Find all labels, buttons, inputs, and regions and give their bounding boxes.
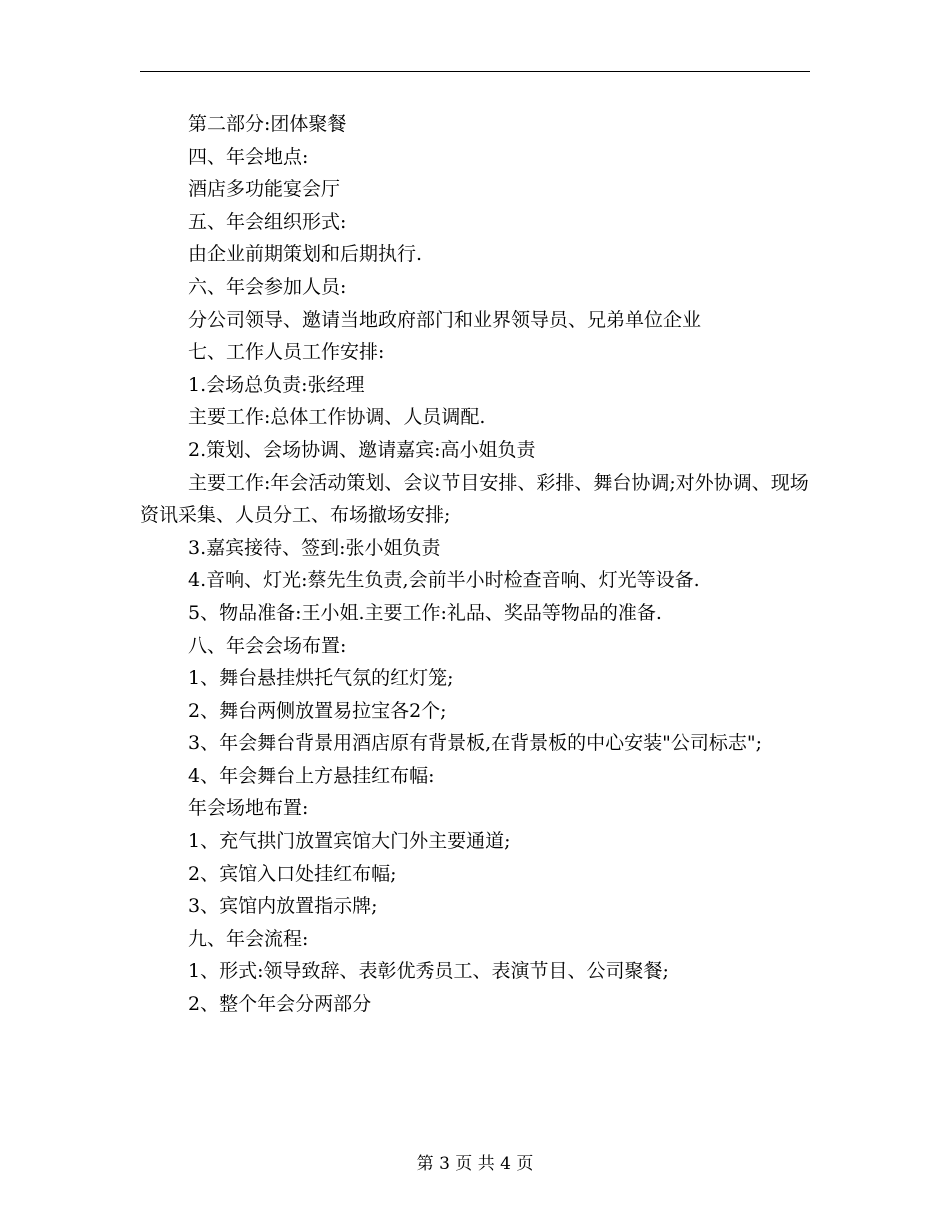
paragraph: 2.策划、会场协调、邀请嘉宾:高小姐负责 — [188, 438, 536, 461]
paragraph: 年会场地布置: — [188, 797, 309, 820]
paragraph: 1、形式:领导致辞、表彰优秀员工、表演节目、公司聚餐; — [188, 960, 669, 983]
document-body — [140, 108, 810, 1021]
paragraph: 2、宾馆入口处挂红布幅; — [188, 862, 397, 885]
paragraph: 主要工作:年会活动策划、会议节目安排、彩排、舞台协调;对外协调、现场资讯采集、人员分工、布场撤场安排; — [140, 471, 809, 527]
paragraph: 4.音响、灯光:蔡先生负责,会前半小时检查音响、灯光等设备. — [188, 569, 700, 592]
paragraph: 2、舞台两侧放置易拉宝各2个; — [188, 699, 447, 722]
paragraph: 四、年会地点: — [188, 145, 309, 168]
paragraph: 分公司领导、邀请当地政府部门和业界领导员、兄弟单位企业 — [188, 308, 702, 331]
paragraph: 5、物品准备:王小姐.主要工作:礼品、奖品等物品的准备. — [188, 601, 662, 624]
paragraph: 3、年会舞台背景用酒店原有背景板,在背景板的中心安装"公司标志"; — [188, 732, 763, 755]
paragraph: 六、年会参加人员: — [188, 275, 347, 298]
page-footer: 第 3 页 共 4 页 — [416, 1154, 534, 1174]
paragraph: 酒店多功能宴会厅 — [188, 178, 341, 201]
paragraph: 4、年会舞台上方悬挂红布幅: — [188, 764, 435, 787]
header-rule — [140, 71, 810, 72]
paragraph: 1、舞台悬挂烘托气氛的红灯笼; — [188, 667, 454, 690]
paragraph: 2、整个年会分两部分 — [188, 993, 372, 1016]
paragraph: 第二部分:团体聚餐 — [188, 113, 347, 135]
paragraph: 五、年会组织形式: — [188, 210, 347, 233]
paragraph: 1.会场总负责:张经理 — [188, 373, 365, 396]
paragraph: 七、工作人员工作安排: — [188, 341, 385, 364]
paragraph: 1、充气拱门放置宾馆大门外主要通道; — [188, 830, 511, 853]
paragraph: 由企业前期策划和后期执行. — [188, 243, 423, 266]
paragraph: 3、宾馆内放置指示牌; — [188, 895, 378, 918]
paragraph: 3.嘉宾接待、签到:张小姐负责 — [188, 536, 441, 559]
paragraph: 主要工作:总体工作协调、人员调配. — [188, 406, 486, 429]
paragraph: 八、年会会场布置: — [188, 634, 347, 657]
paragraph: 九、年会流程: — [188, 927, 309, 950]
